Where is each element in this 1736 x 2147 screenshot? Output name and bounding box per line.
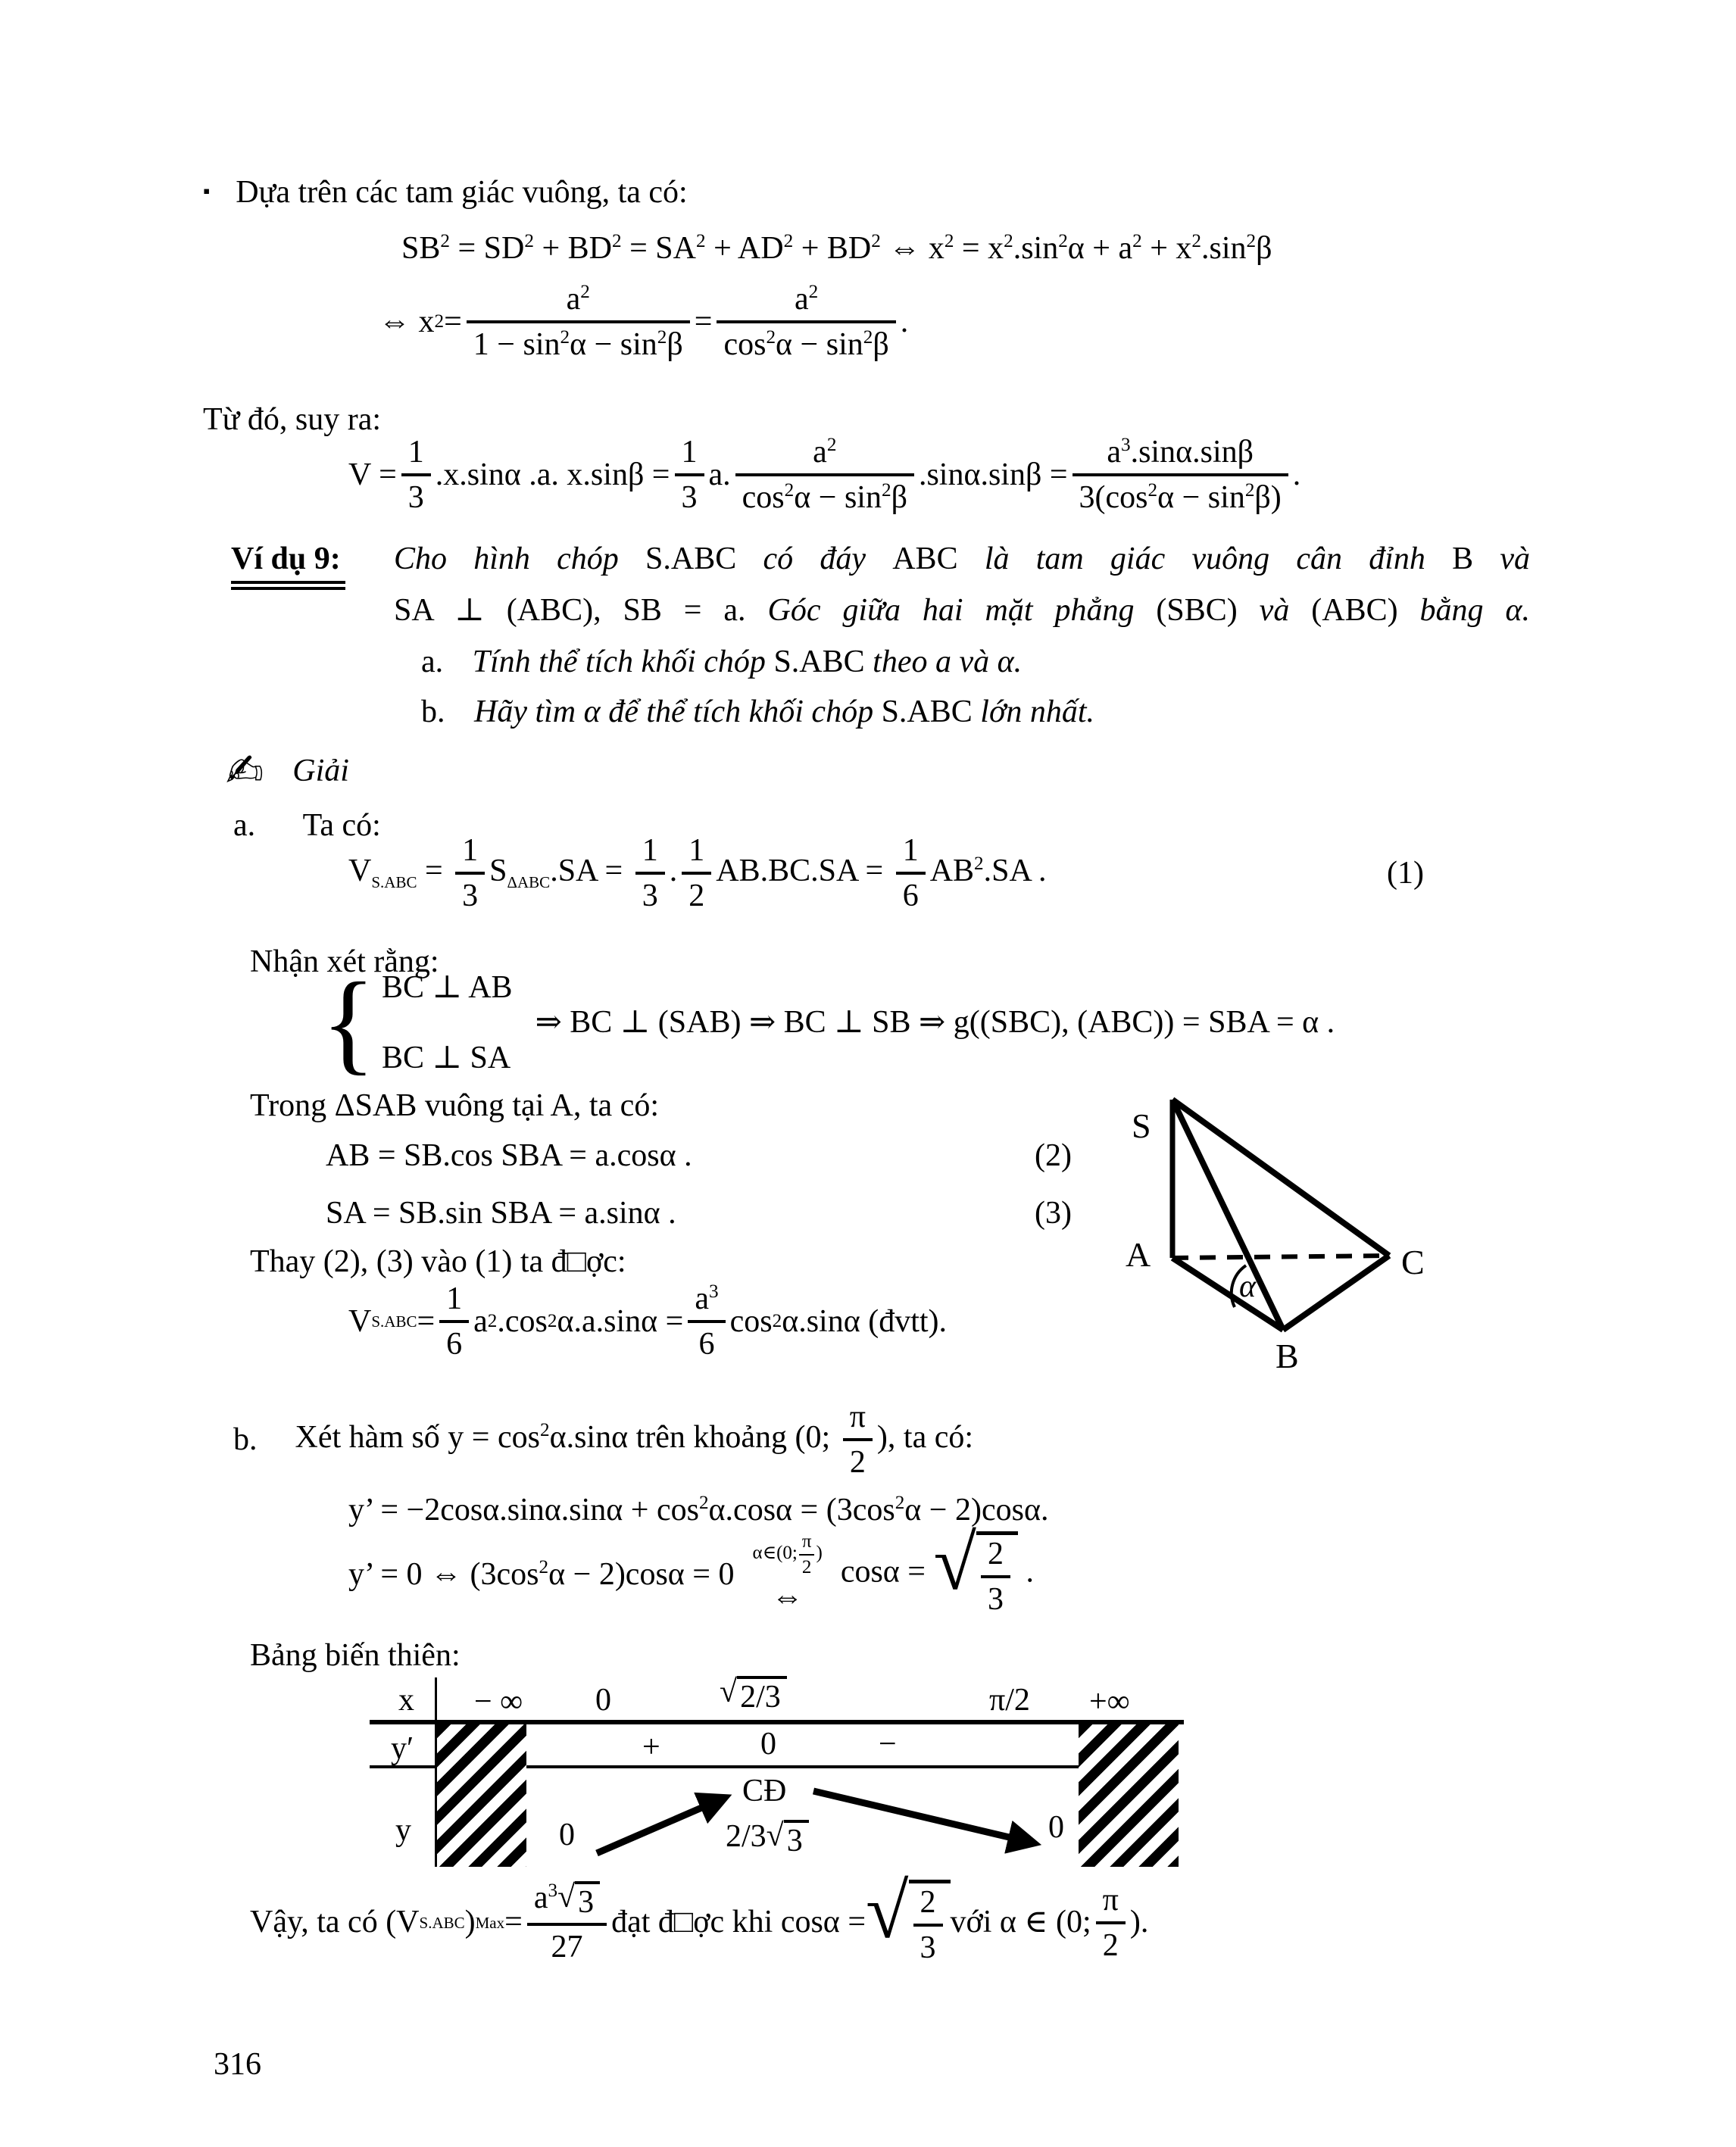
y-value-right: 0 xyxy=(1048,1810,1064,1845)
eq-volume-general: V = 1 3 .x.sinα .a. x.sinβ = 1 3 a. $a^2$ $\cos^2\alpha - \sin^2\beta$ .sinα.sinβ = $a^3.\sin\alpha.\sin\beta$ $3(\cos^2\alpha - \sin^2\beta)$ . xyxy=(348,435,1301,516)
writing-hand-icon: ✍ xyxy=(226,744,264,797)
text-segment: có đáy xyxy=(763,541,893,576)
text-segment: SA ⊥ (ABC), SB = a. xyxy=(394,593,768,628)
equation-2: AB = SB.cos SBA = a.cosα . xyxy=(326,1138,692,1173)
x-value-neg-inf: − ∞ xyxy=(474,1684,523,1719)
eq-y0-rhs: cosα = √ $\frac{2}{3}$ . xyxy=(840,1520,1034,1618)
yprime-sign-plus: + xyxy=(642,1730,660,1765)
part-a-text: Ta có: xyxy=(302,808,381,843)
equation-3-number: (3) xyxy=(1035,1196,1072,1231)
example-label xyxy=(231,539,345,579)
system-line-1: BC ⊥ AB xyxy=(382,970,513,1005)
yprime-sign-zero: 0 xyxy=(760,1727,776,1762)
variation-table xyxy=(370,1674,1184,1867)
eq-derivative-zero xyxy=(348,1520,1034,1618)
eq-volume-sabc: V S.ABC = 1 6 a 2 .cos 2 α.a.sinα = $a^3$ 6 cos 2 α.sinα (đvtt). xyxy=(348,1281,948,1362)
table-yprime-label: y′ xyxy=(391,1731,414,1766)
text-segment: ABC xyxy=(892,541,985,576)
variation-arrows xyxy=(370,1677,1184,1867)
eq-y0-condition: α∈(0; $\frac{\pi}{2}$ ) xyxy=(752,1531,823,1577)
text-segment: Cho hình chóp xyxy=(394,541,646,576)
system-lines xyxy=(382,968,513,1078)
example-line-1 xyxy=(394,539,1530,579)
text-segment: S.ABC xyxy=(773,644,873,679)
y-peak-value: 2/3 √ 3 xyxy=(726,1817,809,1858)
part-b-text: Xét hàm số $y = \cos^2\alpha.\sin\alpha$ trên khoảng (0; $\frac{\pi}{2}$ ), ta có: xyxy=(295,1400,974,1481)
text-segment: (SBC) xyxy=(1156,593,1260,628)
square-bullet-icon: ▪ xyxy=(203,180,211,202)
angle-alpha-label: α xyxy=(1239,1269,1257,1304)
vertex-label-s: S xyxy=(1132,1106,1151,1145)
equation-1-number: (1) xyxy=(1387,855,1424,891)
text-bang-bien-thien: Bảng biến thiên: xyxy=(250,1638,461,1673)
equation-3-line xyxy=(326,1194,1072,1234)
text-segment: theo a và α. xyxy=(873,644,1023,679)
item-a-marker: a. xyxy=(421,644,444,679)
vertex-label-a: A xyxy=(1126,1235,1151,1274)
text-segment: là tam giác vuông cân đỉnh xyxy=(984,541,1453,576)
text-segment: Tính thể tích khối chóp xyxy=(472,644,774,679)
eq-y0-lhs: y’ = 0 ⇔ $(3\cos^2\alpha - 2)\cos\alpha = 0$ xyxy=(348,1556,735,1592)
text-segment: (ABC) xyxy=(1311,593,1420,628)
x-value-pi-half: π/2 xyxy=(989,1683,1030,1718)
text-segment: bằng α. xyxy=(1419,593,1530,628)
vertex-label-b: B xyxy=(1275,1337,1299,1375)
eq-y0-arrow: ⇔ xyxy=(771,1580,804,1615)
system-implication: ⇒ BC ⊥ (SAB) ⇒ BC ⊥ SB ⇒ g((SBC), (ABC)) = SBA = α . xyxy=(535,1005,1335,1041)
equation-2-number: (2) xyxy=(1035,1138,1072,1173)
text-segment: và xyxy=(1500,541,1531,576)
vertex-label-c: C xyxy=(1401,1243,1425,1281)
solution-header xyxy=(226,744,349,797)
equation-2-line xyxy=(326,1136,1072,1176)
system-of-conditions xyxy=(321,960,1335,1085)
example-item-b xyxy=(421,692,1094,732)
text-segment: S.ABC xyxy=(645,541,763,576)
example-item-a xyxy=(421,642,1022,682)
part-b-line xyxy=(233,1400,973,1480)
text-segment: lớn nhất. xyxy=(980,694,1095,729)
pyramid-drawing xyxy=(1119,1081,1445,1377)
text-thay: Thay (2), (3) vào (1) ta đ□ợc: xyxy=(250,1244,626,1279)
bullet-line xyxy=(203,173,688,213)
item-b-marker: b. xyxy=(421,694,445,729)
text-trong-sab: Trong ΔSAB vuông tại A, ta có: xyxy=(250,1088,659,1123)
system-brace: { xyxy=(321,960,376,1085)
eq-y0-arrow-stack xyxy=(752,1531,822,1618)
eq-pythagoras: $SB^2 = SD^2 + BD^2 = SA^2 + AD^2 + BD^2$ ⇔ $x^2 = x^2.\sin^2\alpha + a^2 + x^2.\sin^2\beta$ xyxy=(401,231,1272,266)
y-peak-label: CĐ xyxy=(742,1774,787,1808)
equation-1: $V_{S.ABC}$ = $\frac{1}{3}$ $S_{\Delta ABC}.SA$ = $\frac{1}{3}$ . $\frac{1}{2}$ AB.BC.SA = $\frac{1}{6}$ $AB^2.SA$ . xyxy=(348,833,1047,914)
page-number: 316 xyxy=(214,2047,261,2082)
conclusion-line: Vậy, ta có (V S.ABC ) Max = $a^3$ √ 3 27 đạt đ□ợc khi cosα = √ $\frac{2}{3}$ với α ∈ (0; π 2 ). xyxy=(250,1868,1149,1966)
part-b-marker: b. xyxy=(233,1421,258,1457)
text-segment: Góc giữa hai mặt phẳng xyxy=(767,593,1157,628)
x-value-sqrt-two-thirds: √ 2/3 xyxy=(720,1673,787,1714)
text-segment: S.ABC xyxy=(881,694,981,729)
x-value-zero: 0 xyxy=(595,1683,611,1718)
y-value-left: 0 xyxy=(559,1818,575,1852)
text-nhan-xet: Nhận xét rằng: xyxy=(250,944,439,979)
item-b-text xyxy=(474,694,1094,729)
system-line-2: BC ⊥ SA xyxy=(382,1040,511,1075)
equation-3: SA = SB.sin SBA = a.sinα . xyxy=(326,1196,676,1231)
bullet-text: Dựa trên các tam giác vuông, ta có: xyxy=(236,175,688,210)
pyramid-figure xyxy=(1119,1081,1445,1377)
eq-derivative: y’ = $-2\cos\alpha.\sin\alpha.\sin\alpha + \cos^2\alpha.\cos\alpha = (3\cos^2\alpha - 2)\cos\alpha$. xyxy=(348,1493,1049,1528)
example-title: Ví dụ 9: xyxy=(231,541,345,590)
text-segment: Hãy tìm α để thể tích khối chóp xyxy=(474,694,882,729)
solution-label: Giải xyxy=(292,753,349,788)
table-y-label: y xyxy=(395,1813,411,1848)
table-x-label: x xyxy=(398,1683,414,1718)
text-segment: và xyxy=(1259,593,1312,628)
equation-1-line xyxy=(348,833,1424,913)
eq-x-squared: ⇔ x 2 = $a^2$ $1 - \sin^2\alpha - \sin^2\beta$ = $a^2$ $\cos^2\alpha - \sin^2\beta$ . xyxy=(379,282,909,363)
example-line-2 xyxy=(394,591,1530,631)
text-segment: B xyxy=(1452,541,1500,576)
yprime-sign-minus: − xyxy=(879,1727,897,1762)
item-a-text xyxy=(473,644,1023,679)
text-tu-do: Từ đó, suy ra: xyxy=(203,402,382,437)
part-a-marker: a. xyxy=(233,808,256,843)
x-value-pos-inf: +∞ xyxy=(1089,1684,1130,1719)
